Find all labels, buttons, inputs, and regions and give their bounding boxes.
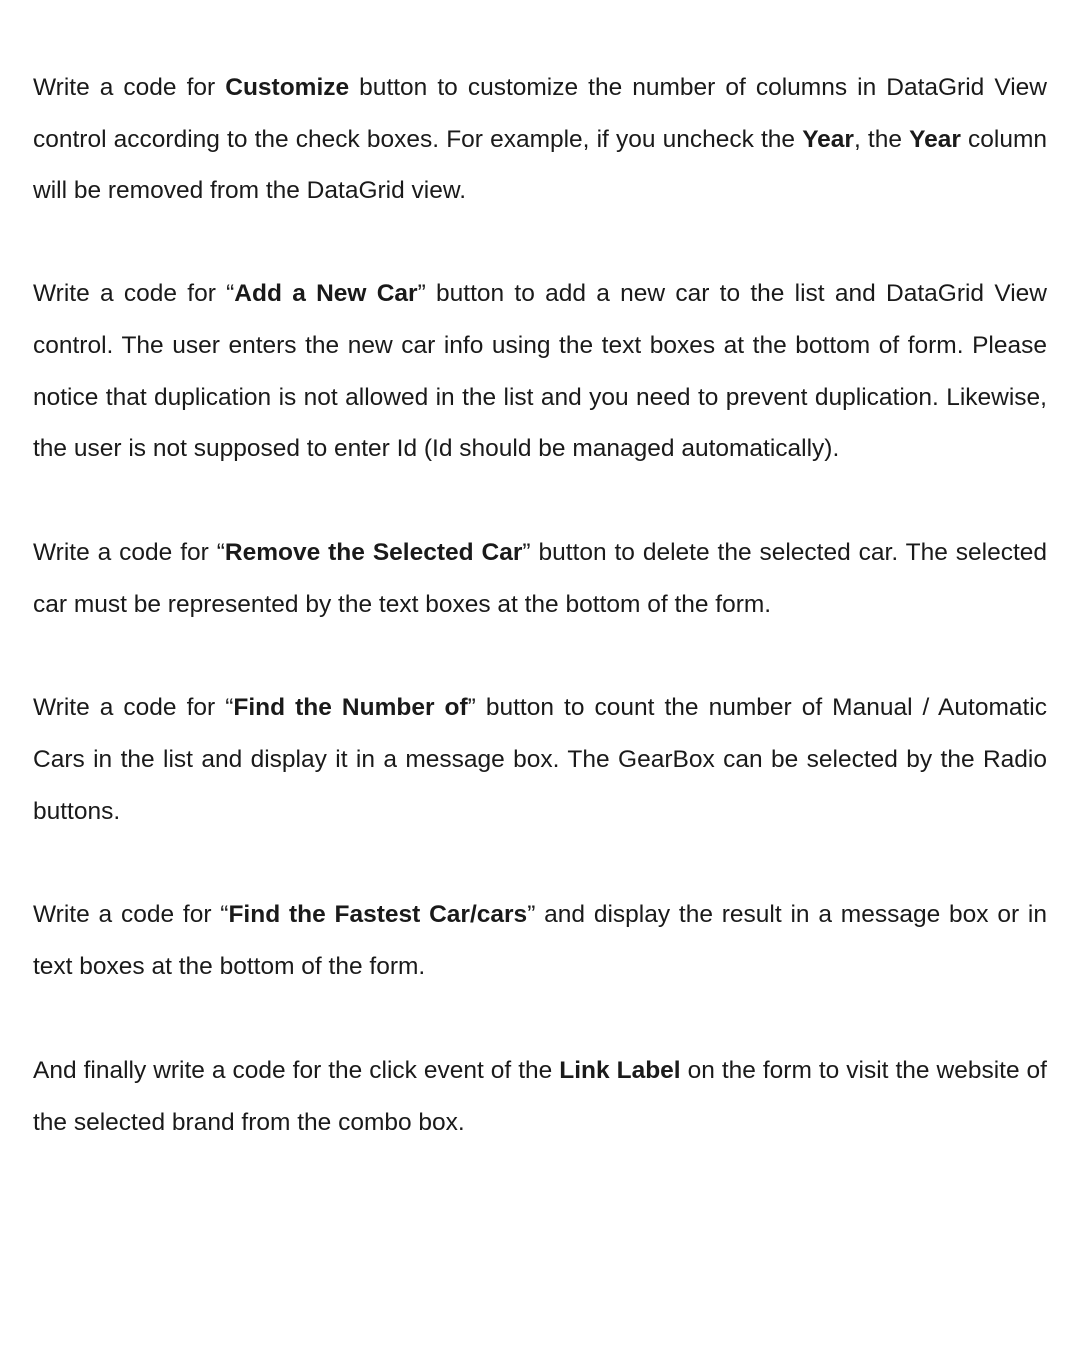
text-run: ” button to add a new car to the list and DataGrid View control. The user enters the new car info using the text boxes at the bottom of form. Please notice that duplication is not allowed in the list and you need to prevent duplication. Likewise, the user is not supposed to enter Id (Id should be managed automatically). [33,280,1047,463]
text-run: Write a code for “ [33,538,225,566]
text-run: ” and display the result in a message box or in text boxes at the bottom of the form. [33,901,1047,981]
paragraph-add-new-car [33,268,1047,475]
text-run: Write a code for “ [33,694,234,722]
text-run: Write a code for “ [33,280,235,308]
bold-term-find-number-of: Find the Number of [233,694,468,722]
text-run: ” button to count the number of Manual / Automatic Cars in the list and display it in a message box. The GearBox can be selected by the Radio buttons. [33,694,1047,825]
text-run: Write a code for [33,74,226,101]
paragraph-find-fastest-car [33,889,1047,992]
text-run: And finally write a code for the click event of the [33,1056,560,1084]
bold-term-customize: Customize [225,74,350,101]
text-run: Write a code for “ [33,901,229,929]
bold-term-year: Year [802,125,854,153]
text-run: , the [853,125,910,153]
text-run: on the form to visit the website of the selected brand from the combo box. [33,1056,1047,1136]
paragraph-remove-selected-car [33,527,1047,630]
paragraph-find-number-of [33,682,1047,837]
paragraph-link-label [33,1045,1047,1148]
bold-term-link-label: Link Label [559,1056,681,1084]
bold-term-add-new-car: Add a New Car [234,280,418,308]
document-page [33,62,1047,1148]
text-run: ” button to delete the selected car. The selected car must be represented by the text boxes at the bottom of the form. [33,538,1048,618]
bold-term-remove-selected-car: Remove the Selected Car [224,538,523,566]
bold-term-year: Year [909,125,961,153]
text-run: column will be removed from the DataGrid view. [33,125,1047,205]
paragraph-customize [33,62,1047,217]
bold-term-find-fastest-car: Find the Fastest Car/cars [228,901,528,929]
text-run: button to customize the number of columns in DataGrid View control according to the check boxes. For example, if you uncheck the [33,74,1047,153]
